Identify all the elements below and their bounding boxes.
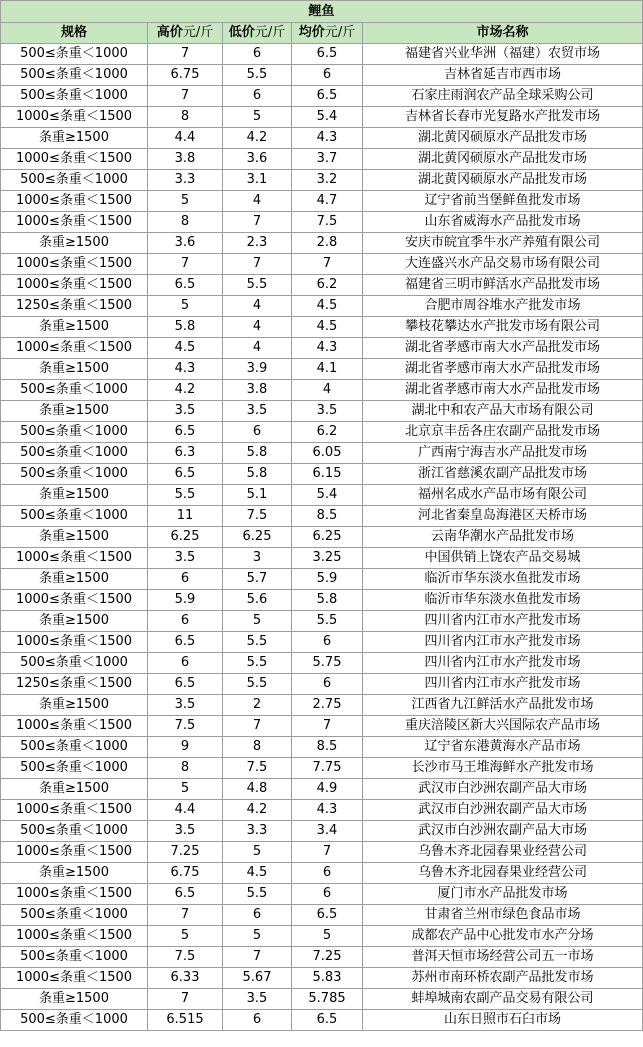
header-high-unit: 元/斤 (182, 25, 214, 40)
table-row (1, 128, 643, 149)
table-row (1, 905, 643, 926)
avg-price-cell: 7.25 (292, 947, 363, 968)
avg-price-cell: 5.5 (292, 611, 363, 632)
spec-cell: 1000≤条重＜1500 (1, 275, 148, 296)
low-price-cell: 5 (223, 107, 292, 128)
market-cell: 湖北中和农产品大市场有限公司 (363, 401, 643, 422)
spec-cell: 条重≥1500 (1, 233, 148, 254)
spec-cell: 条重≥1500 (1, 485, 148, 506)
avg-price-cell: 7 (292, 254, 363, 275)
spec-cell: 1000≤条重＜1500 (1, 716, 148, 737)
market-cell: 辽宁省前当堡鲜鱼批发市场 (363, 191, 643, 212)
market-cell: 临沂市华东淡水鱼批发市场 (363, 569, 643, 590)
table-row (1, 695, 643, 716)
avg-price-cell: 2.75 (292, 695, 363, 716)
low-price-cell: 5.7 (223, 569, 292, 590)
low-price-cell: 5.5 (223, 674, 292, 695)
avg-price-cell: 6.2 (292, 422, 363, 443)
market-cell: 武汉市白沙洲农副产品大市场 (363, 821, 643, 842)
table-row (1, 737, 643, 758)
avg-price-cell: 4.5 (292, 317, 363, 338)
high-price-cell: 3.5 (148, 401, 223, 422)
table-row (1, 947, 643, 968)
header-avg-unit: 元/斤 (324, 25, 356, 40)
high-price-cell: 5.8 (148, 317, 223, 338)
spec-cell: 500≤条重＜1000 (1, 44, 148, 65)
low-price-cell: 4.2 (223, 128, 292, 149)
avg-price-cell: 5.75 (292, 653, 363, 674)
market-cell: 攀枝花攀达水产批发市场有限公司 (363, 317, 643, 338)
table-row (1, 191, 643, 212)
avg-price-cell: 6.15 (292, 464, 363, 485)
high-price-cell: 3.6 (148, 233, 223, 254)
low-price-cell: 3.6 (223, 149, 292, 170)
table-row (1, 653, 643, 674)
table-row (1, 422, 643, 443)
low-price-cell: 5.5 (223, 653, 292, 674)
spec-cell: 500≤条重＜1000 (1, 947, 148, 968)
high-price-cell: 5 (148, 779, 223, 800)
spec-cell: 条重≥1500 (1, 569, 148, 590)
table-title: 鲤鱼 (1, 1, 643, 23)
low-price-cell: 4 (223, 317, 292, 338)
table-row (1, 149, 643, 170)
spec-cell: 500≤条重＜1000 (1, 464, 148, 485)
header-low-price (223, 23, 292, 44)
table-row (1, 380, 643, 401)
low-price-cell: 5.5 (223, 65, 292, 86)
spec-cell: 1250≤条重＜1500 (1, 674, 148, 695)
table-row (1, 569, 643, 590)
spec-cell: 500≤条重＜1000 (1, 170, 148, 191)
market-cell: 湖北黄冈硕原水产品批发市场 (363, 149, 643, 170)
avg-price-cell: 6 (292, 65, 363, 86)
market-cell: 湖北省孝感市南大水产品批发市场 (363, 359, 643, 380)
high-price-cell: 6.3 (148, 443, 223, 464)
table-row (1, 632, 643, 653)
low-price-cell: 6 (223, 1010, 292, 1031)
market-cell: 北京京丰岳各庄农副产品批发市场 (363, 422, 643, 443)
table-row (1, 590, 643, 611)
spec-cell: 1000≤条重＜1500 (1, 842, 148, 863)
market-cell: 福建省兴业华洲（福建）农贸市场 (363, 44, 643, 65)
high-price-cell: 3.5 (148, 695, 223, 716)
low-price-cell: 7.5 (223, 506, 292, 527)
avg-price-cell: 6.5 (292, 44, 363, 65)
market-cell: 武汉市白沙洲农副产品大市场 (363, 800, 643, 821)
spec-cell: 1000≤条重＜1500 (1, 632, 148, 653)
avg-price-cell: 4.3 (292, 800, 363, 821)
table-row (1, 506, 643, 527)
spec-cell: 1000≤条重＜1500 (1, 149, 148, 170)
market-cell: 四川省内江市水产批发市场 (363, 611, 643, 632)
spec-cell: 条重≥1500 (1, 695, 148, 716)
table-row (1, 170, 643, 191)
avg-price-cell: 6 (292, 632, 363, 653)
avg-price-cell: 7 (292, 842, 363, 863)
table-row (1, 359, 643, 380)
spec-cell: 500≤条重＜1000 (1, 1010, 148, 1031)
market-cell: 四川省内江市水产批发市场 (363, 653, 643, 674)
high-price-cell: 6.5 (148, 632, 223, 653)
high-price-cell: 4.4 (148, 128, 223, 149)
avg-price-cell: 6.5 (292, 1010, 363, 1031)
high-price-cell: 8 (148, 212, 223, 233)
market-cell: 乌鲁木齐北园春果业经营公司 (363, 863, 643, 884)
header-high-label: 高价 (156, 25, 183, 40)
avg-price-cell: 6.5 (292, 905, 363, 926)
high-price-cell: 6.515 (148, 1010, 223, 1031)
header-avg-label: 均价 (298, 25, 325, 40)
high-price-cell: 6.75 (148, 863, 223, 884)
spec-cell: 500≤条重＜1000 (1, 758, 148, 779)
high-price-cell: 4.3 (148, 359, 223, 380)
avg-price-cell: 3.2 (292, 170, 363, 191)
low-price-cell: 3.3 (223, 821, 292, 842)
table-row (1, 338, 643, 359)
market-cell: 武汉市白沙洲农副产品大市场 (363, 779, 643, 800)
market-cell: 广西南宁海吉水产品批发市场 (363, 443, 643, 464)
low-price-cell: 4.5 (223, 863, 292, 884)
spec-cell: 条重≥1500 (1, 317, 148, 338)
high-price-cell: 4.4 (148, 800, 223, 821)
market-cell: 山东日照市石臼市场 (363, 1010, 643, 1031)
market-cell: 江西省九江鲜活水产品批发市场 (363, 695, 643, 716)
high-price-cell: 3.5 (148, 821, 223, 842)
low-price-cell: 4 (223, 296, 292, 317)
market-cell: 合肥市周谷堆水产批发市场 (363, 296, 643, 317)
avg-price-cell: 2.8 (292, 233, 363, 254)
avg-price-cell: 6 (292, 863, 363, 884)
high-price-cell: 5 (148, 296, 223, 317)
table-row (1, 548, 643, 569)
spec-cell: 500≤条重＜1000 (1, 86, 148, 107)
table-row (1, 989, 643, 1010)
market-cell: 湖北省孝感市南大水产品批发市场 (363, 380, 643, 401)
market-cell: 中国供销上饶农产品交易城 (363, 548, 643, 569)
high-price-cell: 3.8 (148, 149, 223, 170)
low-price-cell: 5.5 (223, 632, 292, 653)
avg-price-cell: 6.2 (292, 275, 363, 296)
spec-cell: 条重≥1500 (1, 989, 148, 1010)
avg-price-cell: 7 (292, 716, 363, 737)
spec-cell: 500≤条重＜1000 (1, 422, 148, 443)
table-row (1, 800, 643, 821)
high-price-cell: 5.5 (148, 485, 223, 506)
spec-cell: 500≤条重＜1000 (1, 443, 148, 464)
high-price-cell: 7 (148, 44, 223, 65)
low-price-cell: 4 (223, 338, 292, 359)
high-price-cell: 6.33 (148, 968, 223, 989)
low-price-cell: 7 (223, 254, 292, 275)
header-spec: 规格 (1, 23, 148, 44)
table-row (1, 464, 643, 485)
avg-price-cell: 6 (292, 674, 363, 695)
high-price-cell: 4.5 (148, 338, 223, 359)
table-row (1, 485, 643, 506)
spec-cell: 条重≥1500 (1, 611, 148, 632)
spec-cell: 500≤条重＜1000 (1, 506, 148, 527)
avg-price-cell: 3.7 (292, 149, 363, 170)
market-cell: 甘肃省兰州市绿色食品市场 (363, 905, 643, 926)
market-cell: 长沙市马王堆海鲜水产批发市场 (363, 758, 643, 779)
table-row (1, 296, 643, 317)
table-row (1, 863, 643, 884)
spec-cell: 条重≥1500 (1, 863, 148, 884)
table-row (1, 821, 643, 842)
high-price-cell: 7.5 (148, 716, 223, 737)
spec-cell: 1000≤条重＜1500 (1, 884, 148, 905)
high-price-cell: 9 (148, 737, 223, 758)
avg-price-cell: 5.4 (292, 107, 363, 128)
market-cell: 辽宁省东港黄海水产品市场 (363, 737, 643, 758)
high-price-cell: 6.5 (148, 422, 223, 443)
table-row (1, 527, 643, 548)
high-price-cell: 5 (148, 926, 223, 947)
high-price-cell: 5 (148, 191, 223, 212)
avg-price-cell: 8.5 (292, 506, 363, 527)
header-high-price (148, 23, 223, 44)
table-row (1, 842, 643, 863)
market-cell: 石家庄雨润农产品全球采购公司 (363, 86, 643, 107)
avg-price-cell: 5 (292, 926, 363, 947)
high-price-cell: 7 (148, 905, 223, 926)
table-row (1, 779, 643, 800)
header-low-label: 低价 (228, 25, 255, 40)
low-price-cell: 3.1 (223, 170, 292, 191)
spec-cell: 1000≤条重＜1500 (1, 212, 148, 233)
low-price-cell: 6 (223, 86, 292, 107)
spec-cell: 1000≤条重＜1500 (1, 968, 148, 989)
table-body (1, 44, 643, 1031)
market-cell: 厦门市水产品批发市场 (363, 884, 643, 905)
low-price-cell: 7.5 (223, 758, 292, 779)
low-price-cell: 5.5 (223, 884, 292, 905)
market-cell: 乌鲁木齐北园春果业经营公司 (363, 842, 643, 863)
spec-cell: 1000≤条重＜1500 (1, 254, 148, 275)
table-row (1, 401, 643, 422)
table-row (1, 107, 643, 128)
avg-price-cell: 4.3 (292, 338, 363, 359)
table-row (1, 674, 643, 695)
low-price-cell: 4 (223, 191, 292, 212)
spec-cell: 条重≥1500 (1, 779, 148, 800)
low-price-cell: 5.5 (223, 275, 292, 296)
market-cell: 湖北黄冈硕原水产品批发市场 (363, 128, 643, 149)
spec-cell: 1000≤条重＜1500 (1, 800, 148, 821)
table-row (1, 212, 643, 233)
table-row (1, 716, 643, 737)
avg-price-cell: 3.25 (292, 548, 363, 569)
market-cell: 苏州市南环桥农副产品批发市场 (363, 968, 643, 989)
spec-cell: 1000≤条重＜1500 (1, 191, 148, 212)
high-price-cell: 4.2 (148, 380, 223, 401)
spec-cell: 1000≤条重＜1500 (1, 590, 148, 611)
low-price-cell: 7 (223, 947, 292, 968)
low-price-cell: 3.9 (223, 359, 292, 380)
avg-price-cell: 3.4 (292, 821, 363, 842)
high-price-cell: 8 (148, 758, 223, 779)
spec-cell: 500≤条重＜1000 (1, 905, 148, 926)
high-price-cell: 6 (148, 653, 223, 674)
low-price-cell: 2 (223, 695, 292, 716)
low-price-cell: 3.8 (223, 380, 292, 401)
table-row (1, 926, 643, 947)
spec-cell: 条重≥1500 (1, 401, 148, 422)
high-price-cell: 6 (148, 569, 223, 590)
market-cell: 云南华潮水产品批发市场 (363, 527, 643, 548)
avg-price-cell: 7.5 (292, 212, 363, 233)
low-price-cell: 8 (223, 737, 292, 758)
spec-cell: 1000≤条重＜1500 (1, 926, 148, 947)
spec-cell: 500≤条重＜1000 (1, 653, 148, 674)
market-cell: 福建省三明市鲜活水产品批发市场 (363, 275, 643, 296)
spec-cell: 1000≤条重＜1500 (1, 107, 148, 128)
high-price-cell: 6.5 (148, 884, 223, 905)
avg-price-cell: 6.05 (292, 443, 363, 464)
table-row (1, 86, 643, 107)
table-row (1, 254, 643, 275)
market-cell: 安庆市皖宜季牛水产养殖有限公司 (363, 233, 643, 254)
low-price-cell: 5.8 (223, 443, 292, 464)
table-row (1, 758, 643, 779)
market-cell: 四川省内江市水产批发市场 (363, 632, 643, 653)
market-cell: 湖北省孝感市南大水产品批发市场 (363, 338, 643, 359)
low-price-cell: 5.8 (223, 464, 292, 485)
table-title-row (1, 1, 643, 23)
market-cell: 大连盛兴水产品交易市场有限公司 (363, 254, 643, 275)
market-cell: 山东省威海水产品批发市场 (363, 212, 643, 233)
high-price-cell: 6.5 (148, 464, 223, 485)
market-cell: 成都农产品中心批发市水产分场 (363, 926, 643, 947)
high-price-cell: 6.5 (148, 275, 223, 296)
avg-price-cell: 4 (292, 380, 363, 401)
low-price-cell: 3 (223, 548, 292, 569)
low-price-cell: 4.2 (223, 800, 292, 821)
avg-price-cell: 5.785 (292, 989, 363, 1010)
high-price-cell: 6.5 (148, 674, 223, 695)
spec-cell: 500≤条重＜1000 (1, 821, 148, 842)
market-cell: 湖北黄冈硕原水产品批发市场 (363, 170, 643, 191)
market-cell: 蚌埠城南农副产品交易有限公司 (363, 989, 643, 1010)
market-cell: 吉林省长春市光复路水产批发市场 (363, 107, 643, 128)
high-price-cell: 7 (148, 254, 223, 275)
table-row (1, 611, 643, 632)
avg-price-cell: 5.4 (292, 485, 363, 506)
table-row (1, 65, 643, 86)
avg-price-cell: 6.25 (292, 527, 363, 548)
high-price-cell: 7.5 (148, 947, 223, 968)
spec-cell: 条重≥1500 (1, 359, 148, 380)
avg-price-cell: 5.8 (292, 590, 363, 611)
avg-price-cell: 6 (292, 884, 363, 905)
high-price-cell: 7.25 (148, 842, 223, 863)
low-price-cell: 5 (223, 842, 292, 863)
high-price-cell: 6.25 (148, 527, 223, 548)
market-cell: 四川省内江市水产批发市场 (363, 674, 643, 695)
spec-cell: 1000≤条重＜1500 (1, 548, 148, 569)
avg-price-cell: 5.9 (292, 569, 363, 590)
avg-price-cell: 4.5 (292, 296, 363, 317)
avg-price-cell: 4.9 (292, 779, 363, 800)
table-row (1, 233, 643, 254)
header-low-unit: 元/斤 (254, 25, 286, 40)
high-price-cell: 7 (148, 989, 223, 1010)
high-price-cell: 5.9 (148, 590, 223, 611)
high-price-cell: 11 (148, 506, 223, 527)
table-row (1, 275, 643, 296)
low-price-cell: 5.6 (223, 590, 292, 611)
spec-cell: 500≤条重＜1000 (1, 380, 148, 401)
market-cell: 普洱天恒市场经营公司五一市场 (363, 947, 643, 968)
high-price-cell: 3.3 (148, 170, 223, 191)
low-price-cell: 6 (223, 905, 292, 926)
table-row (1, 884, 643, 905)
spec-cell: 条重≥1500 (1, 128, 148, 149)
market-cell: 河北省秦皇岛海港区天桥市场 (363, 506, 643, 527)
high-price-cell: 3.5 (148, 548, 223, 569)
low-price-cell: 3.5 (223, 401, 292, 422)
spec-cell: 500≤条重＜1000 (1, 65, 148, 86)
avg-price-cell: 6.5 (292, 86, 363, 107)
table-row (1, 443, 643, 464)
market-cell: 浙江省慈溪农副产品批发市场 (363, 464, 643, 485)
avg-price-cell: 4.3 (292, 128, 363, 149)
low-price-cell: 5.67 (223, 968, 292, 989)
avg-price-cell: 4.1 (292, 359, 363, 380)
low-price-cell: 5 (223, 926, 292, 947)
low-price-cell: 3.5 (223, 989, 292, 1010)
spec-cell: 1000≤条重＜1500 (1, 338, 148, 359)
table-header-row (1, 23, 643, 44)
high-price-cell: 8 (148, 107, 223, 128)
avg-price-cell: 7.75 (292, 758, 363, 779)
market-cell: 吉林省延吉市西市场 (363, 65, 643, 86)
low-price-cell: 7 (223, 716, 292, 737)
high-price-cell: 7 (148, 86, 223, 107)
low-price-cell: 5.1 (223, 485, 292, 506)
low-price-cell: 5 (223, 611, 292, 632)
high-price-cell: 6 (148, 611, 223, 632)
table-row (1, 44, 643, 65)
low-price-cell: 2.3 (223, 233, 292, 254)
avg-price-cell: 8.5 (292, 737, 363, 758)
header-market: 市场名称 (363, 23, 643, 44)
header-avg-price (292, 23, 363, 44)
spec-cell: 1250≤条重＜1500 (1, 296, 148, 317)
market-cell: 临沂市华东淡水鱼批发市场 (363, 590, 643, 611)
table-row (1, 968, 643, 989)
avg-price-cell: 5.83 (292, 968, 363, 989)
low-price-cell: 7 (223, 212, 292, 233)
low-price-cell: 6 (223, 44, 292, 65)
spec-cell: 500≤条重＜1000 (1, 737, 148, 758)
low-price-cell: 6.25 (223, 527, 292, 548)
table-row (1, 1010, 643, 1031)
low-price-cell: 4.8 (223, 779, 292, 800)
market-cell: 重庆涪陵区新大兴国际农产品市场 (363, 716, 643, 737)
low-price-cell: 6 (223, 422, 292, 443)
avg-price-cell: 4.7 (292, 191, 363, 212)
avg-price-cell: 3.5 (292, 401, 363, 422)
high-price-cell: 6.75 (148, 65, 223, 86)
market-cell: 福州名成水产品市场有限公司 (363, 485, 643, 506)
spec-cell: 条重≥1500 (1, 527, 148, 548)
table-row (1, 317, 643, 338)
